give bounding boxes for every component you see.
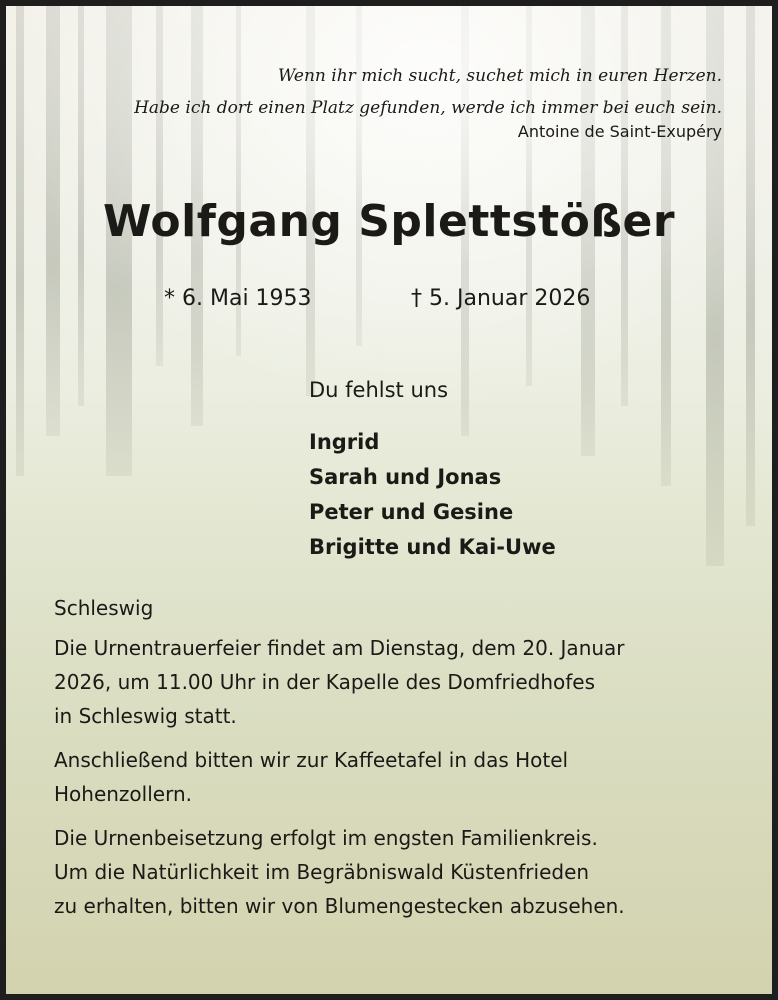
mourner-name: Sarah und Jonas (309, 465, 502, 489)
funeral-line-3: in Schleswig statt. (54, 704, 237, 728)
quote-line-2: Habe ich dort einen Platz gefunden, werde ich immer bei euch sein. (134, 98, 722, 118)
burial-line-2: Um die Natürlichkeit im Begräbniswald Küstenfrieden (54, 860, 590, 884)
funeral-line-2: 2026, um 11.00 Uhr in der Kapelle des Domfriedhofes (54, 670, 595, 694)
funeral-service-paragraph (54, 631, 744, 733)
burial-line-3: zu erhalten, bitten wir von Blumengestecken abzusehen. (54, 894, 625, 918)
reception-line-1: Anschließend bitten wir zur Kaffeetafel in das Hotel (54, 748, 569, 772)
mourners-list (309, 425, 556, 565)
quote-line-1: Wenn ihr mich sucht, suchet mich in euren Herzen. (277, 66, 722, 86)
birth-date: * 6. Mai 1953 (164, 286, 312, 311)
mourner-name: Brigitte und Kai-Uwe (309, 535, 556, 559)
burial-line-1: Die Urnenbeisetzung erfolgt im engsten Familienkreis. (54, 826, 598, 850)
obituary-content (6, 6, 772, 994)
funeral-line-1: Die Urnentrauerfeier findet am Dienstag, dem 20. Januar (54, 636, 625, 660)
memorial-quote (134, 60, 722, 124)
death-date: † 5. Januar 2026 (411, 286, 591, 311)
mourner-name: Ingrid (309, 430, 380, 454)
city: Schleswig (54, 596, 154, 620)
reception-paragraph (54, 743, 744, 811)
reception-line-2: Hohenzollern. (54, 782, 192, 806)
quote-author: Antoine de Saint-Exupéry (517, 122, 722, 141)
mourners-intro: Du fehlst uns (309, 378, 449, 402)
burial-paragraph (54, 821, 744, 923)
mourner-name: Peter und Gesine (309, 500, 514, 524)
deceased-name: Wolfgang Splettstößer (102, 196, 676, 247)
service-notice (54, 591, 744, 933)
